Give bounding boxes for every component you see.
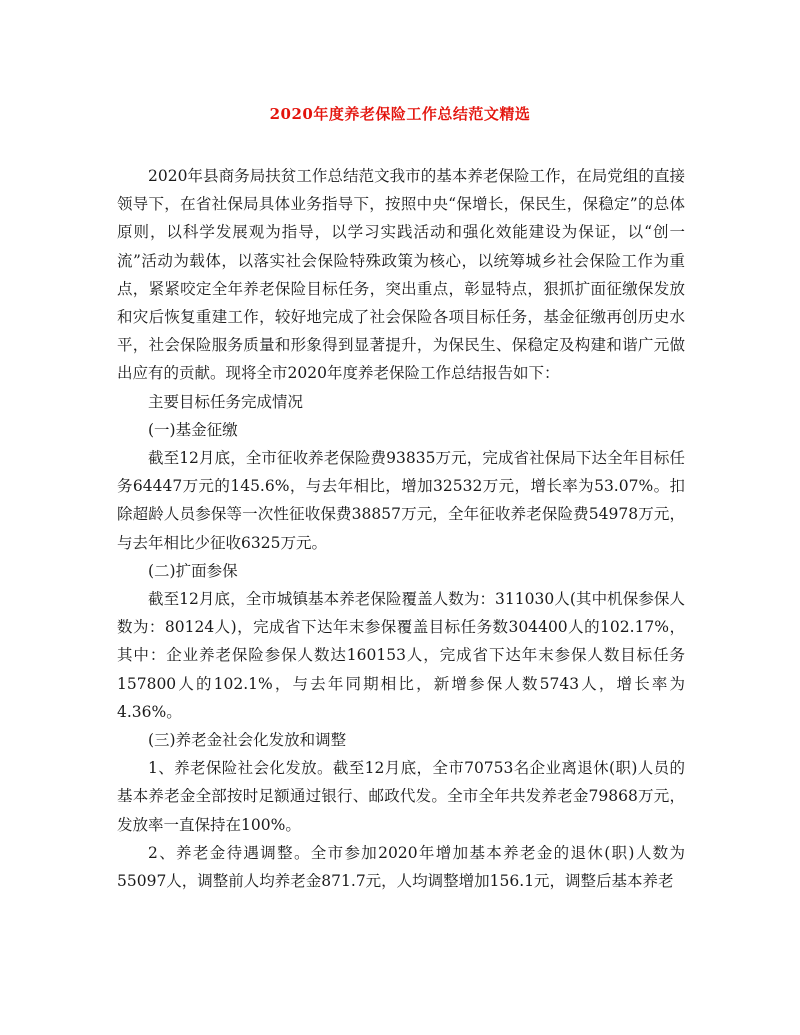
pension-adjustment-paragraph: 2、养老金待遇调整。全市参加2020年增加基本养老金的退休(职)人数为55097人，调整前人均养老金871.7元，人均调整增加156.1元，调整后基本养老 bbox=[117, 843, 685, 891]
intro-paragraph: 2020年县商务局扶贫工作总结范文我市的基本养老保险工作，在局党组的直接领导下，在省社保局具体业务指导下，按照中央“保增长，保民生，保稳定”的总体原则，以科学发展观为指导，以学习实践活动和强化效能建设为保证，以“创一流”活动为载体，以落实社会保险特殊政策为核心，以统筹城乡社会保险工作为重点，紧紧咬定全年养老保险目标任务，突出重点，彰显特点，狠抓扩面征缴保发放和灾后恢复重建工作，较好地完成了社会保险各项目标任务，基金征缴再创历史水平，社会保险服务质量和形象得到显著提升，为保民生、保稳定及构建和谐广元做出应有的贡献。现将全市2020年度养老保险工作总结报告如下： bbox=[117, 167, 685, 383]
subsection-heading-coverage-expansion: (二)扩面参保 bbox=[148, 561, 238, 580]
subsection-heading-fund-collection: (一)基金征缴 bbox=[148, 420, 238, 439]
document-title: 2020年度养老保险工作总结范文精选 bbox=[269, 105, 531, 123]
document-body bbox=[117, 162, 685, 895]
section-heading-main-targets: 主要目标任务完成情况 bbox=[148, 392, 304, 411]
fund-collection-paragraph: 截至12月底，全市征收养老保险费93835万元，完成省社保局下达全年目标任务64447万元的145.6%，与去年相比，增加32532万元，增长率为53.07%。扣除超龄人员参保等一次性征收保费38857万元，全年征收养老保险费54978万元，与去年相比少征收6325万元。 bbox=[117, 449, 685, 552]
coverage-expansion-paragraph: 截至12月底，全市城镇基本养老保险覆盖人数为：311030人(其中机保参保人数为：80124人)，完成省下达年末参保覆盖目标任务数304400人的102.17%，其中：企业养老保险参保人数达160153人，完成省下达年末参保人数目标任务157800人的102.1%，与去年同期相比，新增参保人数5743人，增长率为4.36%。 bbox=[117, 590, 686, 721]
subsection-heading-pension-distribution: (三)养老金社会化发放和调整 bbox=[148, 731, 347, 750]
pension-distribution-paragraph: 1、养老保险社会化发放。截至12月底，全市70753名企业离退休(职)人员的基本养老金全部按时足额通过银行、邮政代发。全市全年共发养老金79868万元，发放率一直保持在100%。 bbox=[117, 759, 685, 834]
